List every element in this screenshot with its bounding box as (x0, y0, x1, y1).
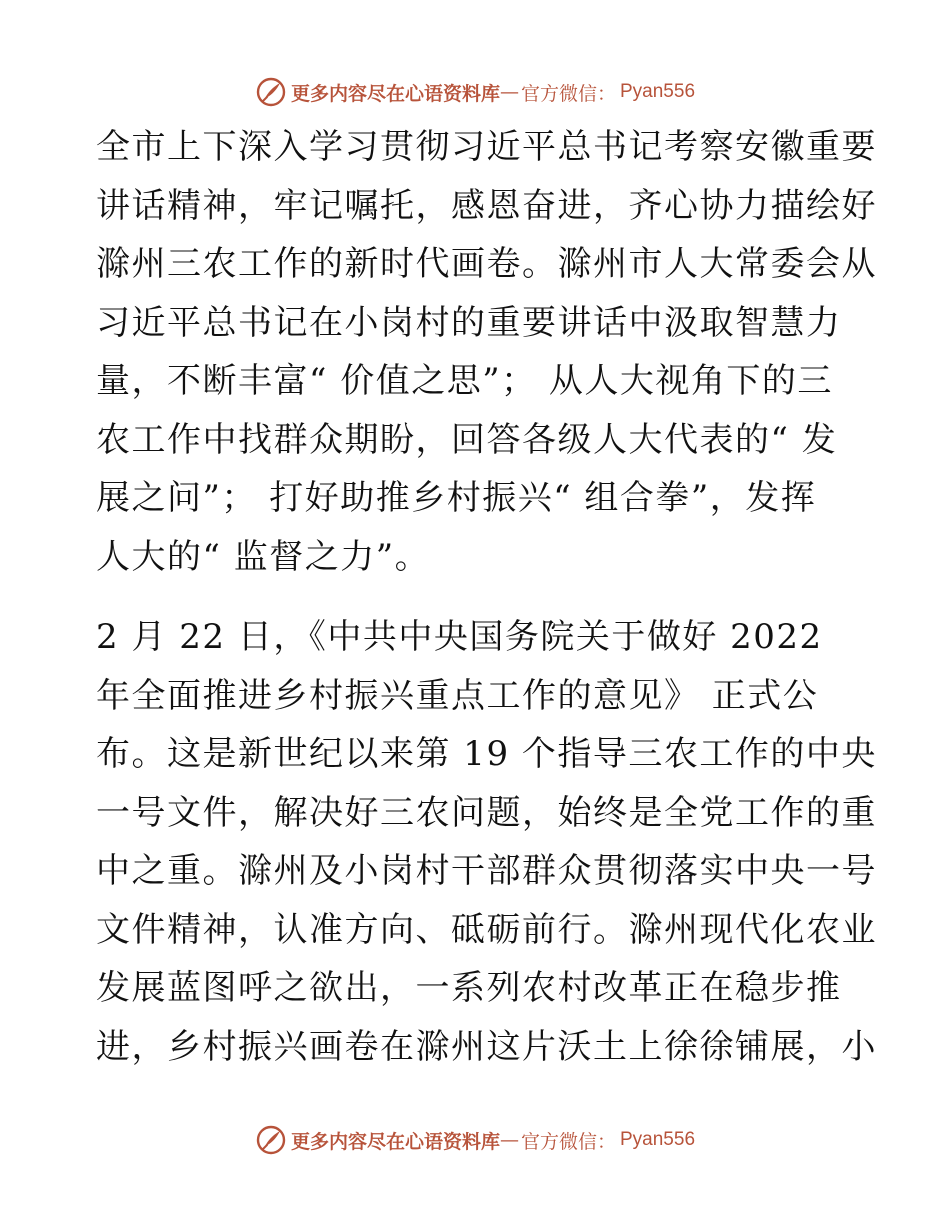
text-line: 年全面推进乡村振兴重点工作的意见》 正式公 (96, 675, 819, 716)
text-line: 布。这是新世纪以来第 19 个指导三农工作的中央 (96, 734, 877, 774)
header-watermark (0, 70, 950, 114)
watermark-main-text: 更多内容尽在心语资料库 (290, 1130, 500, 1153)
watermark-wechat-label: 官方微信： (520, 1130, 616, 1153)
text-line: 展之问”； 打好助推乡村振兴“ 组合拳”，发挥 (96, 478, 817, 518)
watermark-separator: — (499, 81, 519, 103)
text-line: 一号文件，解决好三农问题，始终是全党工作的重 (96, 792, 877, 833)
text-line: 量，不断丰富“ 价值之思”； 从人大视角下的三 (96, 361, 833, 401)
paragraph-2 (96, 608, 877, 1076)
watermark-wechat-id: Pyan556 (620, 81, 696, 102)
footer-watermark (0, 1118, 950, 1162)
watermark-wechat-label: 官方微信： (520, 82, 616, 105)
text-line: 讲话精神，牢记嘱托，感恩奋进，齐心协力描绘好 (96, 185, 877, 226)
text-line: 农工作中找群众期盼，回答各级人大代表的“ 发 (96, 419, 838, 460)
text-line: 发展蓝图呼之欲出，一系列农村改革正在稳步推 (96, 968, 842, 1008)
quill-logo-icon (255, 1124, 287, 1156)
document-body (96, 118, 877, 1076)
watermark-separator: — (499, 1129, 519, 1151)
quill-logo-icon (255, 76, 287, 108)
text-line: 习近平总书记在小岗村的重要讲话中汲取智慧力 (96, 302, 842, 343)
paragraph-1 (96, 118, 877, 586)
watermark-main-text: 更多内容尽在心语资料库 (290, 82, 500, 105)
text-line: 人大的“ 监督之力”。 (96, 536, 431, 577)
text-line: 滁州三农工作的新时代画卷。滁州市人大常委会从 (96, 244, 877, 284)
text-line: 文件精神，认准方向、砥砺前行。滁州现代化农业 (96, 909, 877, 950)
watermark-wechat-id: Pyan556 (620, 1129, 696, 1150)
text-line: 中之重。滁州及小岗村干部群众贯彻落实中央一号 (96, 851, 877, 891)
text-line: 全市上下深入学习贯彻习近平总书记考察安徽重要 (96, 127, 877, 167)
text-line: 2 月 22 日，《中共中央国务院关于做好 2022 (96, 617, 823, 657)
text-line: 进，乡村振兴画卷在滁州这片沃土上徐徐铺展，小 (96, 1026, 877, 1067)
